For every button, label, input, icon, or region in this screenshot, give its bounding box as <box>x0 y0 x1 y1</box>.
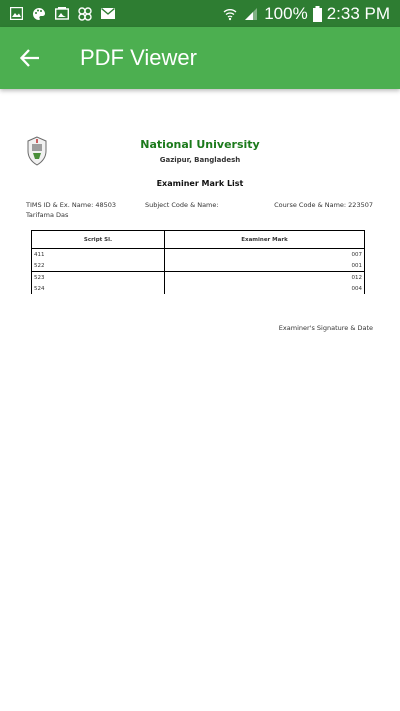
battery-level: 100% <box>264 3 308 23</box>
table-row <box>32 260 365 272</box>
course-code: Course Code & Name: 223507 <box>274 201 373 209</box>
status-bar <box>0 0 400 27</box>
subject-code: Subject Code & Name: <box>145 201 219 209</box>
mark-cell: 012 <box>165 272 365 284</box>
back-button[interactable] <box>10 38 50 78</box>
signal-icon <box>243 6 259 22</box>
notification-icons <box>8 6 116 22</box>
wifi-icon <box>222 6 238 22</box>
script-cell: 523 <box>32 272 165 284</box>
examiner-name: Tarifama Das <box>26 211 69 219</box>
system-status <box>222 4 390 24</box>
script-cell: 524 <box>32 283 165 294</box>
pinwheel-icon <box>77 6 93 22</box>
column-header-mark: Examiner Mark <box>165 231 365 249</box>
photos-icon <box>54 6 70 22</box>
table-row <box>32 272 365 284</box>
app-bar <box>0 27 400 89</box>
image-icon <box>8 6 24 22</box>
battery-icon <box>313 6 322 22</box>
mark-table <box>31 230 365 294</box>
arrow-back-icon <box>20 48 40 68</box>
app-title: PDF Viewer <box>80 45 197 70</box>
university-name: National University <box>140 138 260 151</box>
pdf-page[interactable] <box>15 120 385 350</box>
table-row <box>32 283 365 294</box>
mark-cell: 007 <box>165 249 365 261</box>
clock: 2:33 PM <box>326 3 390 23</box>
script-cell: 522 <box>32 260 165 272</box>
mark-cell: 001 <box>165 260 365 272</box>
table-header-row <box>32 231 365 249</box>
column-header-script: Script Sl. <box>32 231 165 249</box>
mark-cell: 004 <box>165 283 365 294</box>
examiner-signature: Examiner's Signature & Date <box>278 324 373 332</box>
mail-icon <box>100 6 116 22</box>
script-cell: 411 <box>32 249 165 261</box>
document-title: Examiner Mark List <box>156 179 244 188</box>
university-location: Gazipur, Bangladesh <box>159 156 241 164</box>
palette-icon <box>31 6 47 22</box>
tims-id: TIMS ID & Ex. Name: 48503 <box>26 201 117 209</box>
table-row <box>32 249 365 261</box>
